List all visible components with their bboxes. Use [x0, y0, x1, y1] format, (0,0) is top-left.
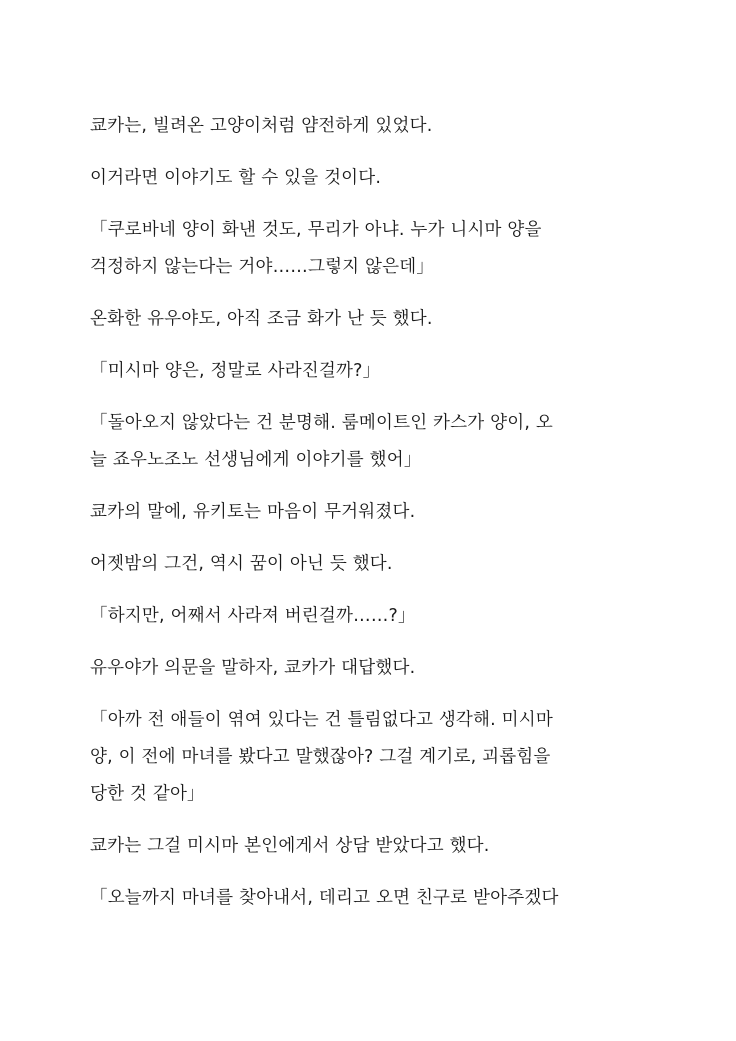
- text-line: 쿄카의 말에, 유키토는 마음이 무거워졌다.: [90, 502, 416, 522]
- paragraph: [90, 598, 650, 635]
- text-line: 「쿠로바네 양이 화낸 것도, 무리가 아냐. 누가 니시마 양을: [90, 220, 542, 240]
- paragraph: [90, 160, 650, 197]
- paragraph: [90, 108, 650, 145]
- paragraph: [90, 494, 650, 531]
- paragraph: [90, 828, 650, 865]
- paragraph: [90, 880, 650, 917]
- text-line: 「아까 전 애들이 엮여 있다는 건 틀림없다고 생각해. 미시마: [90, 710, 553, 730]
- text-line: 「오늘까지 마녀를 찾아내서, 데리고 오면 친구로 받아주겠다: [90, 888, 559, 908]
- paragraph: [90, 353, 650, 390]
- text-line: 「돌아오지 않았다는 건 분명해. 룸메이트인 카스가 양이, 오: [90, 413, 553, 433]
- text-line: 쿄카는 그걸 미시마 본인에게서 상담 받았다고 했다.: [90, 836, 490, 856]
- text-line: 유우야가 의문을 말하자, 쿄카가 대답했다.: [90, 658, 416, 678]
- text-line: 걱정하지 않는다는 거야……그렇지 않은데」: [90, 257, 435, 277]
- text-line: 이거라면 이야기도 할 수 있을 것이다.: [90, 168, 382, 188]
- paragraph: [90, 212, 650, 286]
- text-line: 양, 이 전에 마녀를 봤다고 말했잖아? 그걸 계기로, 괴롭힘을: [90, 747, 551, 767]
- text-line: 늘 죠우노조노 선생님에게 이야기를 했어」: [90, 450, 422, 470]
- paragraph: [90, 650, 650, 687]
- paragraph: [90, 301, 650, 338]
- text-line: 쿄카는, 빌려온 고양이처럼 얌전하게 있었다.: [90, 116, 433, 136]
- paragraph: [90, 702, 650, 813]
- paragraph: [90, 405, 650, 479]
- text-line: 온화한 유우야도, 아직 조금 화가 난 듯 했다.: [90, 309, 433, 329]
- text-line: 「미시마 양은, 정말로 사라진걸까?」: [90, 361, 381, 381]
- paragraph: [90, 546, 650, 583]
- text-line: 어젯밤의 그건, 역시 꿈이 아닌 듯 했다.: [90, 554, 393, 574]
- text-line: 당한 것 같아」: [90, 784, 205, 804]
- body-text: [90, 108, 650, 932]
- text-line: 「하지만, 어째서 사라져 버린걸까……?」: [90, 606, 416, 626]
